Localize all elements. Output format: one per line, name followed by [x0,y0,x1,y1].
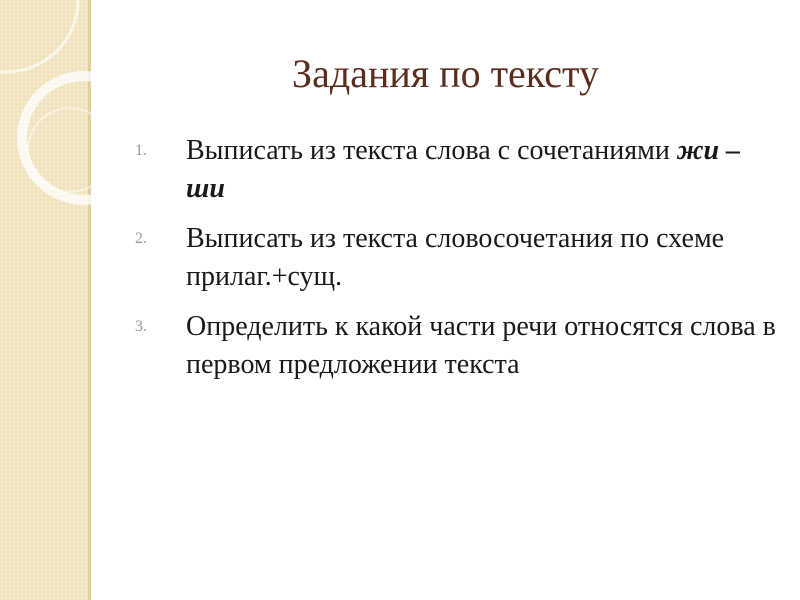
slide-title: Задания по тексту [292,51,599,96]
task-item-1 [130,132,780,208]
task-number: 2. [135,230,147,247]
task-text-before: Выписать из текста слова с сочетаниями [186,135,677,166]
task-item-2 [130,220,780,296]
task-number: 3. [135,318,147,335]
task-item-3 [130,308,780,384]
task-text: Выписать из текста словосочетания по схеме прилаг.+сущ. [186,223,725,292]
decorative-sidebar [0,0,88,600]
task-text: Определить к какой части речи относятся слова в первом предложении текста [186,311,776,380]
task-text [186,132,780,208]
task-emphasis: жи – ши [186,135,741,204]
task-list [130,132,780,396]
task-number: 1. [135,142,147,159]
